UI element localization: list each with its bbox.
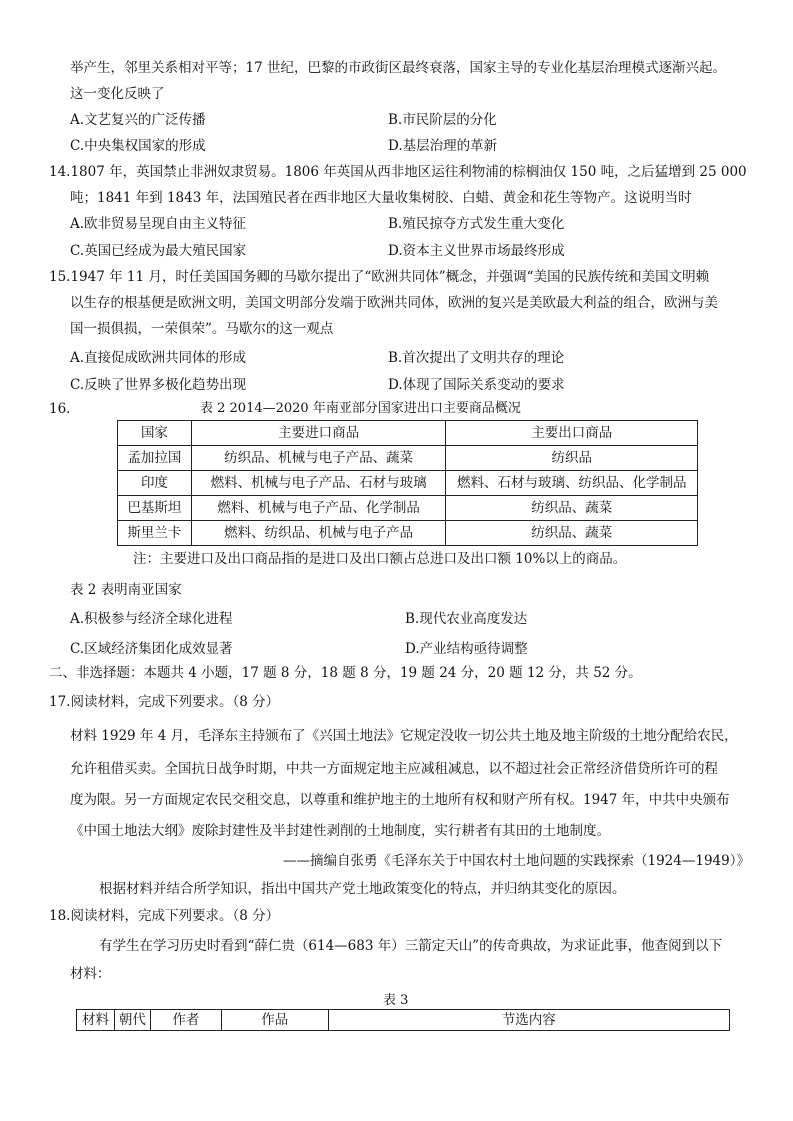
table2-header-export: 主要出口商品 <box>446 421 698 446</box>
q13-line1: 举产生，邻里关系相对平等；17 世纪，巴黎的市政街区最终衰落，国家主导的专业化基层治理模式逐渐兴起。 <box>70 60 726 76</box>
q15-option-d: D.体现了国际关系变动的要求 <box>388 377 565 393</box>
table-cell: 纺织品、蔬菜 <box>446 496 698 521</box>
q17-material-line3: 度为限。另一方面规定农民交租交息，以尊重和维护地主的土地所有权和财产所有权。1947 年，中共中央颁布 <box>70 792 730 808</box>
q14-line1: 14.1807 年，英国禁止非洲奴隶贸易。1806 年英国从西非地区运往利物浦的棕榈油仅 150 吨，之后猛增到 25 000 <box>49 164 747 180</box>
q14-option-b: B.殖民掠夺方式发生重大变化 <box>388 216 565 232</box>
table3-header-row <box>77 1010 730 1031</box>
table-cell: 斯里兰卡 <box>118 521 192 546</box>
q16-stem: 表 2 表明南亚国家 <box>70 582 182 598</box>
q16-option-c: C.区域经济集团化成效显著 <box>70 641 233 657</box>
q16-option-b: B.现代农业高度发达 <box>405 611 528 627</box>
q17-material-line4: 《中国土地法大纲》废除封建性及半封建性剥削的土地制度，实行耕者有其田的土地制度。 <box>70 823 610 839</box>
q17-source: ——摘编自张勇《毛泽东关于中国农村土地问题的实践探索（1924—1949）》 <box>283 853 750 869</box>
table-cell: 燃料、纺织品、机械与电子产品 <box>191 521 446 546</box>
table-cell: 纺织品、蔬菜 <box>446 521 698 546</box>
q17-material-line1: 材料 1929 年 4 月，毛泽东主持颁布了《兴国土地法》它规定没收一切公共土地及地主阶级的土地分配给农民， <box>70 728 738 744</box>
q14-line2: 吨；1841 年到 1843 年，法国殖民者在西非地区大量收集树胶、白蜡、黄金和花生等物产。这说明当时 <box>70 190 692 206</box>
table-cell: 燃料、石材与玻璃、纺织品、化学制品 <box>446 471 698 496</box>
q15-line3: 国一损俱损，一荣俱荣”。马歇尔的这一观点 <box>70 321 334 337</box>
q13-option-c: C.中央集权国家的形成 <box>70 138 206 154</box>
q17-question: 根据材料并结合所学知识，指出中国共产党土地政策变化的特点，并归纳其变化的原因。 <box>99 881 626 897</box>
table3-header-work: 作品 <box>221 1010 328 1031</box>
table3-header-excerpt: 节选内容 <box>328 1010 729 1031</box>
q15-option-b: B.首次提出了文明共存的理论 <box>388 350 565 366</box>
q16-number: 16. <box>49 401 71 417</box>
q18-paragraph-line2: 材料： <box>70 966 111 982</box>
table-row <box>118 471 698 496</box>
q18-title: 18.阅读材料，完成下列要求。（8 分） <box>49 908 280 924</box>
table2-caption: 表 2 2014—2020 年南亚部分国家进出口主要商品概况 <box>200 401 521 416</box>
table2-header-import: 主要进口商品 <box>191 421 446 446</box>
table-cell: 孟加拉国 <box>118 446 192 471</box>
q17-material-line2: 允许租借买卖。全国抗日战争时期，中共一方面规定地主应减租减息，以不超过社会正常经济借贷所许可的程 <box>70 761 718 777</box>
table-cell: 印度 <box>118 471 192 496</box>
table3-header-material: 材料 <box>77 1010 115 1031</box>
table-cell: 燃料、机械与电子产品、石材与玻璃 <box>191 471 446 496</box>
table-row <box>118 496 698 521</box>
table2 <box>117 420 698 546</box>
table3-header-dynasty: 朝代 <box>114 1010 150 1031</box>
table-cell: 巴基斯坦 <box>118 496 192 521</box>
q13-option-b: B.市民阶层的分化 <box>388 112 497 128</box>
q15-option-a: A.直接促成欧洲共同体的形成 <box>70 350 247 366</box>
q14-option-d: D.资本主义世界市场最终形成 <box>388 243 565 259</box>
q18-paragraph-line1: 有学生在学习历史时看到“薛仁贵（614—683 年）三箭定天山”的传奇典故，为求证此事，他查阅到以下 <box>99 938 723 954</box>
q15-option-c: C.反映了世界多极化趋势出现 <box>70 377 247 393</box>
section2-title: 二、非选择题：本题共 4 小题，17 题 8 分，18 题 8 分，19 题 24 分，20 题 12 分，共 52 分。 <box>49 665 642 681</box>
table-row <box>118 521 698 546</box>
table-cell: 纺织品 <box>446 446 698 471</box>
q14-option-c: C.英国已经成为最大殖民国家 <box>70 243 247 259</box>
table2-header-row <box>118 421 698 446</box>
q13-option-d: D.基层治理的革新 <box>388 138 498 154</box>
q13-option-a: A.文艺复兴的广泛传播 <box>70 112 206 128</box>
table2-header-country: 国家 <box>118 421 192 446</box>
table3 <box>76 1009 730 1031</box>
q15-line2: 以生存的根基便是欧洲文明，美国文明部分发端于欧洲共同体，欧洲的复兴是美欧最大利益的组合，欧洲与美 <box>70 295 718 311</box>
q13-line2: 这一变化反映了 <box>70 86 165 102</box>
table-cell: 燃料、机械与电子产品、化学制品 <box>191 496 446 521</box>
table3-header-author: 作者 <box>150 1010 221 1031</box>
q17-title: 17.阅读材料，完成下列要求。（8 分） <box>49 694 280 710</box>
table-cell: 纺织品、机械与电子产品、蔬菜 <box>191 446 446 471</box>
q16-option-a: A.积极参与经济全球化进程 <box>70 611 233 627</box>
q16-option-d: D.产业结构亟待调整 <box>405 641 528 657</box>
table3-caption: 表 3 <box>383 993 409 1008</box>
q15-line1: 15.1947 年 11 月，时任美国国务卿的马歇尔提出了“欧洲共同体”概念，并强调“美国的民族传统和美国文明赖 <box>49 269 710 285</box>
table-row <box>118 446 698 471</box>
q14-option-a: A.欧非贸易呈现自由主义特征 <box>70 216 247 232</box>
table2-note: 注：主要进口及出口商品指的是进口及出口额占总进口及出口额 10%以上的商品。 <box>133 551 627 567</box>
